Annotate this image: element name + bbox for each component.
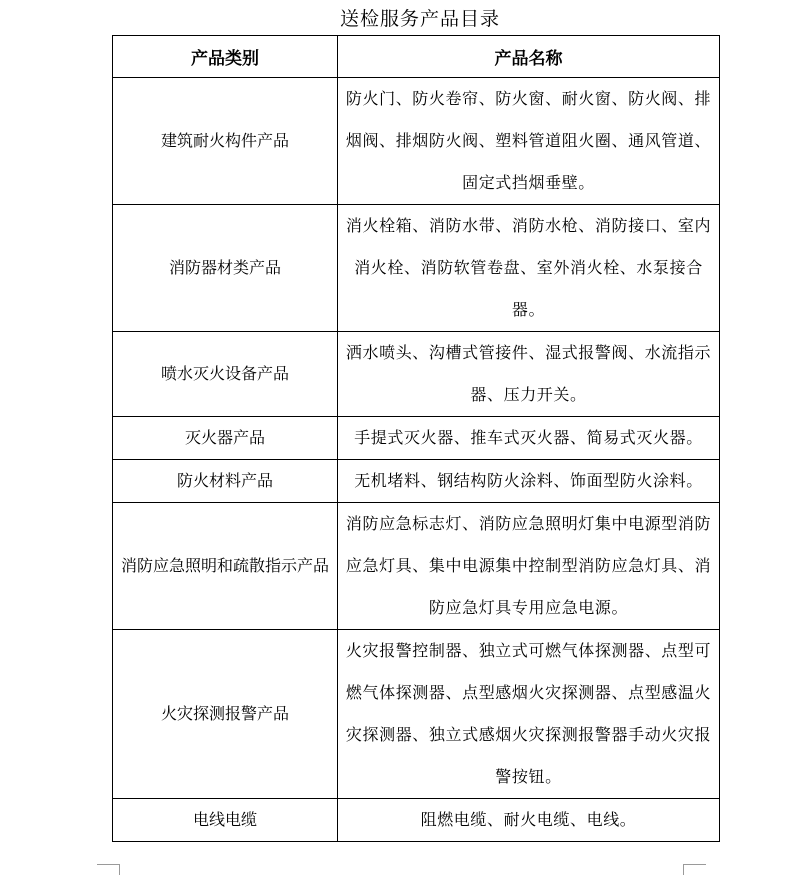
page-title: 送检服务产品目录 [339, 8, 500, 30]
table-row [113, 799, 720, 842]
category-cell: 火灾探测报警产品 [113, 630, 338, 799]
table-row [113, 417, 720, 460]
header-product-names: 产品名称 [338, 36, 720, 78]
product-names-cell: 阻燃电缆、耐火电缆、电线。 [338, 799, 720, 842]
category-cell: 防火材料产品 [113, 460, 338, 503]
product-names-cell: 火灾报警控制器、独立式可燃气体探测器、点型可燃气体探测器、点型感烟火灾探测器、点型感温火灾探测器、独立式感烟火灾探测报警器手动火灾报警按钮。 [338, 630, 720, 799]
product-names-cell: 消防应急标志灯、消防应急照明灯集中电源型消防应急灯具、集中电源集中控制型消防应急灯具、消防应急灯具专用应急电源。 [338, 503, 720, 630]
table-row [113, 205, 720, 332]
table-row [113, 460, 720, 503]
category-cell: 灭火器产品 [113, 417, 338, 460]
product-names-cell: 无机堵料、钢结构防火涂料、饰面型防火涂料。 [338, 460, 720, 503]
product-names-cell: 消火栓箱、消防水带、消防水枪、消防接口、室内消火栓、消防软管卷盘、室外消火栓、水泵接合器。 [338, 205, 720, 332]
product-catalog-table [112, 35, 720, 842]
product-names-cell: 洒水喷头、沟槽式管接件、湿式报警阀、水流指示器、压力开关。 [338, 332, 720, 417]
product-names-cell: 手提式灭火器、推车式灭火器、简易式灭火器。 [338, 417, 720, 460]
table-row [113, 78, 720, 205]
category-cell: 喷水灭火设备产品 [113, 332, 338, 417]
table-row [113, 332, 720, 417]
category-cell: 建筑耐火构件产品 [113, 78, 338, 205]
table-row [113, 630, 720, 799]
category-cell: 消防应急照明和疏散指示产品 [113, 503, 338, 630]
category-cell: 电线电缆 [113, 799, 338, 842]
table-row [113, 503, 720, 630]
table-header-row [113, 36, 720, 78]
page-corner-mark-left [97, 864, 120, 875]
page-corner-mark-right [683, 864, 706, 875]
header-category: 产品类别 [113, 36, 338, 78]
product-names-cell: 防火门、防火卷帘、防火窗、耐火窗、防火阀、排烟阀、排烟防火阀、塑料管道阻火圈、通风管道、固定式挡烟垂壁。 [338, 78, 720, 205]
category-cell: 消防器材类产品 [113, 205, 338, 332]
